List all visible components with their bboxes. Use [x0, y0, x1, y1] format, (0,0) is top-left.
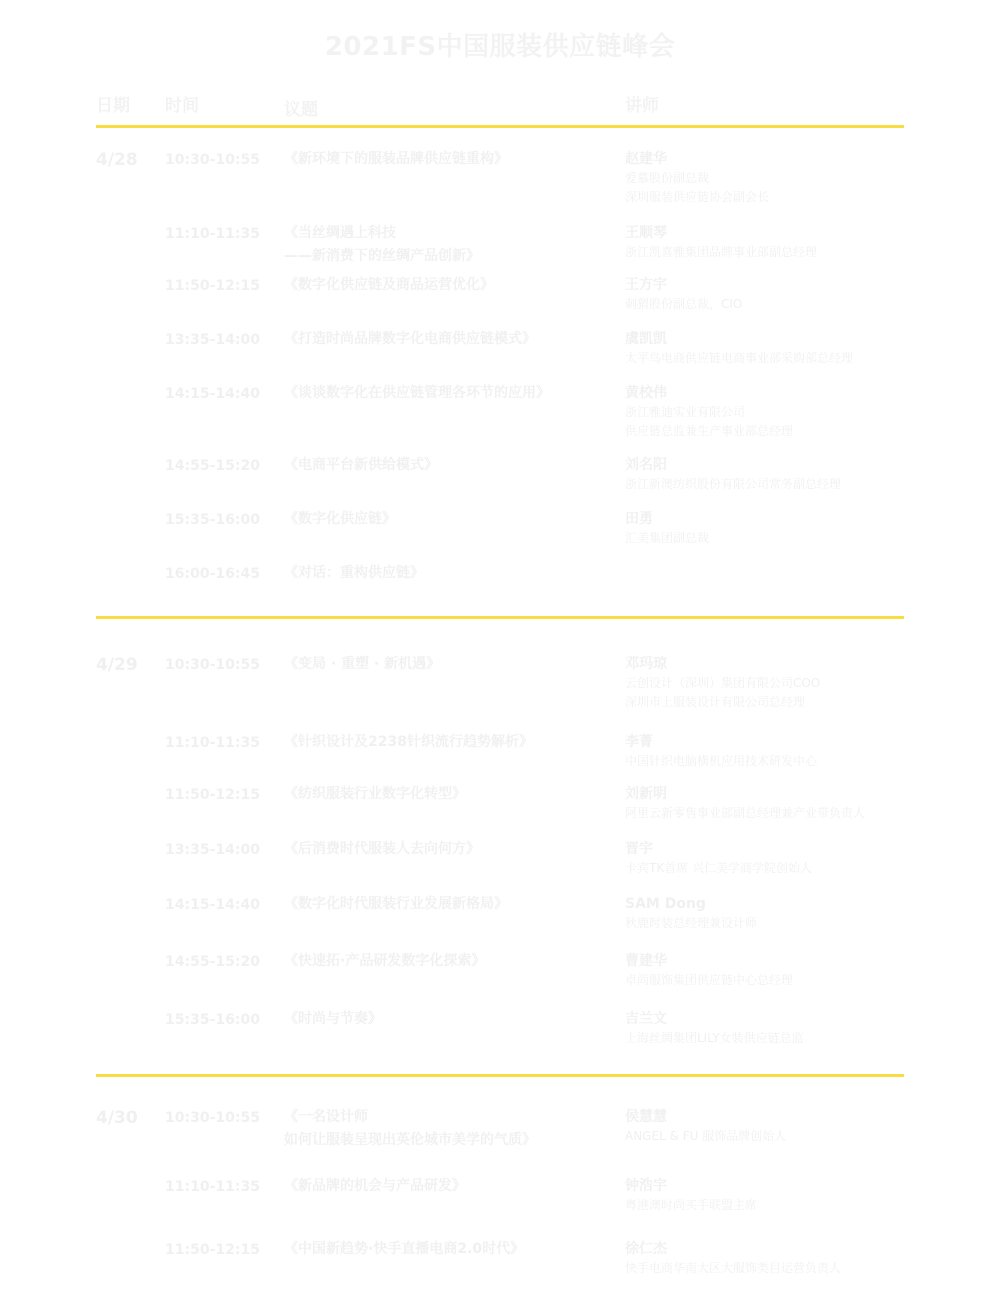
- speaker-name: 赵建华: [625, 151, 667, 167]
- speaker-name: 李菁: [625, 734, 653, 750]
- session-time: 14:55-15:20: [165, 458, 260, 474]
- topic-line: 《时尚与节奏》: [284, 1011, 382, 1027]
- session-topic: [284, 562, 424, 585]
- topic-line: 《电商平台新供给模式》: [284, 457, 438, 473]
- session-speaker: [625, 1010, 915, 1048]
- day-date: 4/29: [96, 655, 138, 675]
- session-topic: [284, 508, 396, 531]
- day-date: 4/28: [96, 150, 138, 170]
- topic-line: 《新环境下的服装品牌供应链重构》: [284, 151, 508, 167]
- session-time: 10:30-10:55: [165, 657, 260, 673]
- session-speaker: [625, 840, 915, 878]
- speaker-name: 田勇: [625, 511, 653, 527]
- speaker-role: 快手电商华南大区大服饰类目运营负责人: [625, 1261, 842, 1275]
- session-time: 13:35-14:00: [165, 842, 260, 858]
- speaker-role: 上海丝绸集团LILY女装供应链总监: [625, 1031, 804, 1045]
- speaker-role: 汇美集团副总裁: [625, 531, 710, 545]
- speaker-role: 粤港澳时尚买手联盟主席: [625, 1198, 758, 1212]
- speaker-role: 太平鸟电商供应链电商事业部采购部总经理: [625, 351, 854, 365]
- speaker-role: 浙江新澳纺织股份有限公司常务副总经理: [625, 477, 842, 491]
- session-time: 11:50-12:15: [165, 787, 260, 803]
- session-topic: [284, 1175, 466, 1198]
- session-speaker: [625, 1240, 915, 1278]
- session-time: 11:10-11:35: [165, 735, 260, 751]
- topic-line: 《后消费时代服装人去向何方》: [284, 841, 480, 857]
- session-time: 11:10-11:35: [165, 1179, 260, 1195]
- speaker-name: 黄校伟: [625, 385, 667, 401]
- session-topic: [284, 148, 508, 171]
- topic-line: 《对话：重构供应链》: [284, 565, 424, 581]
- session-time: 15:35-16:00: [165, 1012, 260, 1028]
- speaker-name: 虞凯凯: [625, 331, 667, 347]
- topic-line: 《数字化供应链》: [284, 511, 396, 527]
- header-date: 日期: [96, 96, 130, 116]
- session-time: 11:50-12:15: [165, 278, 260, 294]
- session-time: 11:10-11:35: [165, 226, 260, 242]
- session-topic: [284, 893, 508, 916]
- session-time: 15:35-16:00: [165, 512, 260, 528]
- session-topic: [284, 731, 533, 754]
- session-time: 10:30-10:55: [165, 1110, 260, 1126]
- session-speaker: [625, 150, 915, 207]
- header-divider: [96, 125, 904, 128]
- speaker-name: 王顺琴: [625, 225, 667, 241]
- topic-line: 《纺织服装行业数字化转型》: [284, 786, 466, 802]
- speaker-name: SAM Dong: [625, 896, 706, 912]
- speaker-name: 刘名阳: [625, 457, 667, 473]
- topic-line: 《谈谈数字化在供应链管理各环节的应用》: [284, 385, 550, 401]
- session-time: 14:55-15:20: [165, 954, 260, 970]
- session-speaker: [625, 330, 915, 368]
- topic-line: 《快速拓·产品研发数字化探索》: [284, 953, 486, 969]
- session-topic: [284, 653, 440, 676]
- day-date: 4/30: [96, 1108, 138, 1128]
- session-speaker: [625, 276, 915, 314]
- topic-line: 《中国新趋势·快手直播电商2.0时代》: [284, 1241, 525, 1257]
- session-speaker: [625, 384, 915, 441]
- session-speaker: [625, 456, 915, 494]
- speaker-name: 刘新明: [625, 786, 667, 802]
- session-topic: [284, 1008, 382, 1031]
- session-topic: [284, 222, 480, 268]
- speaker-name: 曹建华: [625, 953, 667, 969]
- header-time: 时间: [165, 96, 199, 116]
- session-time: 14:15-14:40: [165, 897, 260, 913]
- speaker-role: 云创设计（深圳）集团有限公司COO: [625, 676, 821, 690]
- topic-line: 《变局 · 重塑 · 新机遇》: [284, 656, 441, 672]
- session-topic: [284, 454, 438, 477]
- speaker-role: 深圳市上服装设计有限公司总经理: [625, 695, 806, 709]
- session-speaker: [625, 655, 915, 712]
- speaker-name: 晋宇: [625, 841, 653, 857]
- topic-line: ——新消费下的丝绸产品创新》: [284, 248, 480, 264]
- session-speaker: [625, 510, 915, 548]
- topic-line: 《当丝绸遇上科技: [284, 225, 396, 241]
- session-topic: [284, 328, 536, 351]
- speaker-role: 卡宾TK首席 兴仁美学商学院创始人: [625, 861, 813, 875]
- session-topic: [284, 1106, 536, 1152]
- speaker-name: 王方宇: [625, 277, 667, 293]
- header-speaker: 讲师: [625, 96, 659, 116]
- topic-line: 如何让服装呈现出英伦城市美学的气质》: [284, 1132, 536, 1148]
- session-time: 13:35-14:00: [165, 332, 260, 348]
- session-time: 10:30-10:55: [165, 152, 260, 168]
- speaker-role: 卓尚服饰集团供应链中心总经理: [625, 973, 794, 987]
- topic-line: 《针织设计及2238针织流行趋势解析》: [284, 734, 533, 750]
- session-topic: [284, 382, 550, 405]
- session-speaker: [625, 952, 915, 990]
- speaker-role: 刺猬股份副总裁，CIO: [625, 297, 743, 311]
- speaker-role: 中国针织电脑横机应用技术研发中心: [625, 754, 818, 768]
- speaker-role: 阿里云新零售事业部副总经理兼产业带负责人: [625, 806, 866, 820]
- session-speaker: [625, 733, 915, 771]
- speaker-role: ANGEL & FU 服饰品牌创始人: [625, 1129, 787, 1143]
- speaker-role: 浙江雅迪实业有限公司: [625, 405, 746, 419]
- speaker-name: 侯慧慧: [625, 1109, 667, 1125]
- speaker-role: 秋鹿时装总经理兼设计师: [625, 916, 758, 930]
- page-title: 2021FS中国服装供应链峰会: [324, 32, 676, 62]
- topic-line: 《一名设计师: [284, 1109, 368, 1125]
- topic-line: 《数字化时代服装行业发展新格局》: [284, 896, 508, 912]
- topic-line: 《新品牌的机会与产品研发》: [284, 1178, 466, 1194]
- session-topic: [284, 1238, 524, 1261]
- session-topic: [284, 274, 494, 297]
- session-time: 16:00-16:45: [165, 566, 260, 582]
- session-topic: [284, 783, 466, 806]
- day-divider: [96, 616, 904, 619]
- session-time: 11:50-12:15: [165, 1242, 260, 1258]
- session-speaker: [625, 1108, 915, 1146]
- speaker-name: 徐仁杰: [625, 1241, 667, 1257]
- session-speaker: [625, 895, 915, 933]
- speaker-role: 深圳服装供应链协会副会长: [625, 190, 770, 204]
- speaker-role: 爱慕股份副总裁: [625, 171, 710, 185]
- speaker-name: 邓玛琼: [625, 656, 667, 672]
- session-speaker: [625, 1177, 915, 1215]
- session-time: 14:15-14:40: [165, 386, 260, 402]
- header-topic: 议题: [284, 100, 318, 120]
- day-divider: [96, 1074, 904, 1077]
- session-topic: [284, 950, 485, 973]
- topic-line: 《打造时尚品牌数字化电商供应链模式》: [284, 331, 536, 347]
- speaker-role: 供应链总监兼生产事业部总经理: [625, 424, 794, 438]
- speaker-name: 钟浩宇: [625, 1178, 667, 1194]
- speaker-role: 浙江凯喜雅集团品牌事业部副总经理: [625, 245, 818, 259]
- session-topic: [284, 838, 480, 861]
- topic-line: 《数字化供应链及商品运营优化》: [284, 277, 494, 293]
- speaker-name: 吉兰文: [625, 1011, 667, 1027]
- session-speaker: [625, 785, 915, 823]
- session-speaker: [625, 224, 915, 262]
